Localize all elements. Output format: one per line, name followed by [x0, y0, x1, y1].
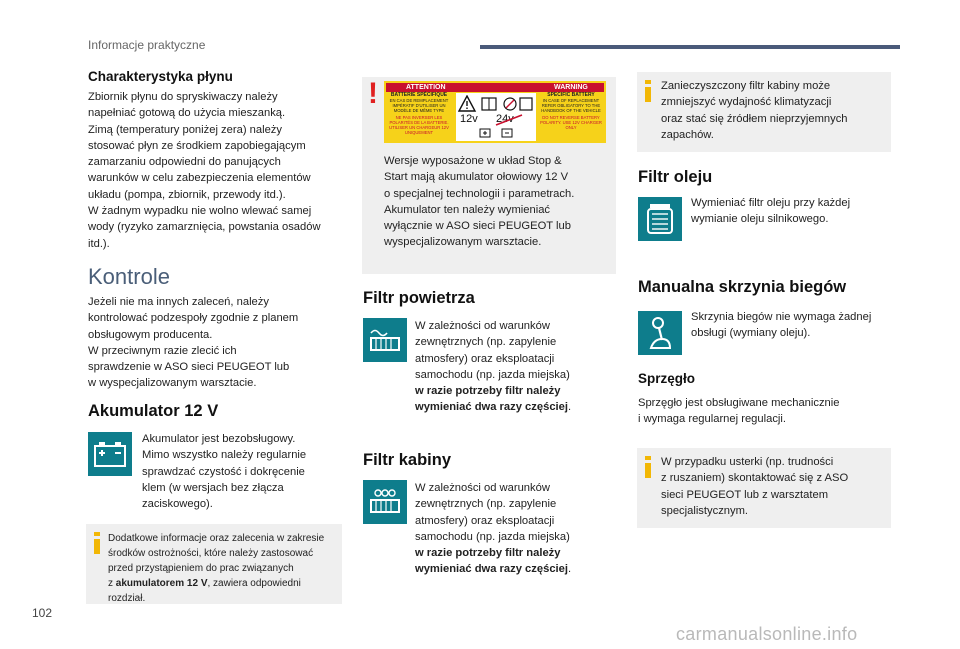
- gearbox-title: Manualna skrzynia biegów: [638, 278, 847, 296]
- cabin-filter-info-text: Zanieczyszczony filtr kabiny może zmniejszyć wydajność klimatyzacji oraz stać się źródłem nieprzyjemnych zapachów.: [661, 80, 848, 141]
- clutch-title: Sprzęgło: [638, 371, 696, 386]
- header-rule: [480, 45, 900, 49]
- fluid-title: Charakterystyka płynu: [88, 69, 233, 84]
- stopstart-text: Wersje wyposażone w układ Stop & Start mają akumulator ołowiowy 12 V o specjalnej technologii i parametrach. Akumulator ten należy wymieniać wyłącznie w ASO sieci PEUGEOT lub wyspecjalizowanym warsztacie.: [384, 155, 575, 249]
- battery-warning-label: ATTENTION WARNING BATTERIE SPÉCIFIQUE EN CAS DE REMPLACEMENT IMPÉRATIF D'UTILISER UN MODÈLE DE MÊME TYPE NE PAS INVERSER LES POLARITÉS DE LA BATTERIE. UTILISER UN CHARGEUR 12V UNIQUEMENT SPECIFIC BATTERY IN CASE OF REPLACEMENT REFER OBLIGATORY TO THE HANDBOOK OF THE VEHICLE DO NOT REVERSE BATTERY POLARITY. USE 12V CHARGER ONLY 12v 24v: [384, 81, 606, 143]
- info-icon: [645, 80, 651, 102]
- air-filter-icon: [363, 318, 407, 362]
- air-filter-text: W zależności od warunków zewnętrznych (np. zapylenie atmosfery) oraz eksploatacji samochodu (np. jazda miejska) w razie potrzeby filtr należy wymieniać dwa razy częściej.: [415, 320, 572, 414]
- watermark: carmanualsonline.info: [676, 624, 858, 644]
- cabin-filter-info-box: [637, 72, 891, 152]
- fluid-text: Zbiornik płynu do spryskiwaczy należy napełniać gotową do użycia mieszanką. Zimą (temperatury poniżej zera) należy stosować płyn ze środkiem zapobiegającym zamarzaniu odpowiedni do panujących warunków w celu zabezpieczenia elementów układu (pompa, zbiornik, przewody itd.). W żadnym wypadku nie wolno wlewać samej wody (ryzyko zamarznięcia, powstania osadów itd.).: [88, 91, 321, 250]
- warning-mark: !: [368, 77, 378, 110]
- label-pictograms: 12v 24v: [456, 93, 536, 141]
- oil-filter-title: Filtr oleju: [638, 168, 713, 186]
- battery-text: Akumulator jest bezobsługowy. Mimo wszystko należy regularnie sprawdzać czystość i dokręcenie klem (w wersjach bez złącza zaciskowego).: [142, 433, 307, 511]
- gearbox-text: Skrzynia biegów nie wymaga żadnej obsługi (wymiany oleju).: [691, 311, 872, 340]
- fault-info-box: [637, 448, 891, 528]
- clutch-text: Sprzęgło jest obsługiwane mechanicznie i wymaga regularnej regulacji.: [638, 397, 840, 426]
- kontrole-title: Kontrole: [88, 264, 170, 289]
- fault-info-text: W przypadku usterki (np. trudności z ruszaniem) skontaktować się z ASO sieci PEUGEOT lub z warsztatem specjalistycznym.: [661, 456, 849, 517]
- cabin-filter-icon: [363, 480, 407, 524]
- battery-icon: [88, 432, 132, 476]
- battery-info-text: Dodatkowe informacje oraz zalecenia w zakresie środków ostrożności, które należy zastosować przed przystąpieniem do prac związanych z akumulatorem 12 V, zawiera odpowiedni rozdział.: [108, 533, 325, 604]
- info-icon: [94, 532, 100, 554]
- stopstart-box: [362, 77, 616, 274]
- air-filter-title: Filtr powietrza: [363, 289, 475, 307]
- kontrole-text: Jeżeli nie ma innych zaleceń, należy kontrolować podzespoły zgodnie z planem obsługowym producenta. W przeciwnym razie zlecić ich sprawdzenie w ASO sieci PEUGEOT lub w wyspecjalizowanym warsztacie.: [88, 296, 299, 390]
- cabin-filter-title: Filtr kabiny: [363, 451, 452, 469]
- battery-title: Akumulator 12 V: [88, 402, 219, 420]
- battery-info-box: [86, 524, 342, 604]
- gear-lever-icon: [638, 311, 682, 355]
- section-header: Informacje praktyczne: [88, 38, 206, 52]
- cabin-filter-text: W zależności od warunków zewnętrznych (np. zapylenie atmosfery) oraz eksploatacji samochodu (np. jazda miejska) w razie potrzeby filtr należy wymieniać dwa razy częściej.: [415, 482, 572, 576]
- page-number: 102: [32, 606, 53, 620]
- info-icon: [645, 456, 651, 478]
- oil-filter-text: Wymieniać filtr oleju przy każdej wymianie oleju silnikowego.: [691, 197, 851, 226]
- oil-filter-icon: [638, 197, 682, 241]
